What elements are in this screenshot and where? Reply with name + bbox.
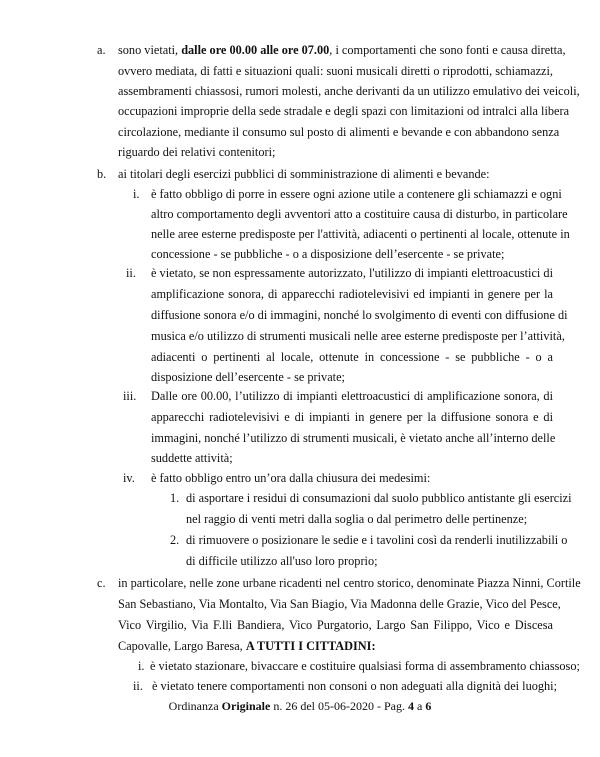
item-b-i-marker: i. <box>133 187 140 201</box>
item-a-line: assembramenti chiassosi, rumori molesti, anche derivanti da un utilizzo emulativo dei veicoli, <box>118 84 580 98</box>
page-footer: Ordinanza Originale n. 26 del 05-06-2020 - Pag. 4 a 6 <box>168 699 432 713</box>
item-b-ii-marker: ii. <box>126 266 136 280</box>
item-b-iii-line: Dalle ore 00.00, l’utilizzo di impianti elettroacustici di amplificazione sonora, di <box>151 389 553 403</box>
item-c-line: San Sebastiano, Via Montalto, Via San Biagio, Via Madonna delle Grazie, Vico del Pesce, <box>118 597 561 611</box>
item-b-iii-line: apparecchi radiotelevisivi e di impianti in genere per la diffusione sonora e di <box>151 410 553 424</box>
item-b-i-line: è fatto obbligo di porre in essere ogni azione utile a contenere gli schiamazzi e ogni <box>151 187 562 201</box>
item-b-ii-line: è vietato, se non espressamente autorizzato, l'utilizzo di impianti elettroacustici di <box>151 266 553 280</box>
item-a-line: ovvero mediata, di fatti e situazioni quali: suoni musicali diretti o riprodotti, schiamazzi, <box>118 64 553 78</box>
item-b-iv-2-marker: 2. <box>170 533 180 547</box>
item-a-line: sono vietati, dalle ore 00.00 alle ore 07.00, i comportamenti che sono fonti e causa diretta, <box>118 43 566 57</box>
item-b-ii-line: disposizione dell’esercente - se private; <box>151 370 345 384</box>
item-c-i-marker: i. <box>138 659 145 673</box>
item-b-iv-2-line: di difficile utilizzo all'uso loro proprio; <box>186 554 378 568</box>
item-b-iii-line: suddette attività; <box>151 451 233 465</box>
item-c-ii-text: è vietato tenere comportamenti non consoni o non adeguati alla dignità dei luoghi; <box>152 679 557 693</box>
item-c-marker: c. <box>97 576 106 590</box>
item-b-iv-1-marker: 1. <box>170 491 180 505</box>
item-c-line: Vico Virgilio, Via F.lli Bandiera, Vico Purgatorio, Largo San Filippo, Vico e Discesa <box>118 618 553 632</box>
item-c-ii-marker: ii. <box>133 679 143 693</box>
item-b-intro: ai titolari degli esercizi pubblici di somministrazione di alimenti e bevande: <box>118 167 490 181</box>
item-b-marker: b. <box>97 167 107 181</box>
item-a-line: occupazioni improprie della sede stradale e degli spazi con limitazioni od intralci alla libera <box>118 104 570 118</box>
item-b-i-line: concessione - se pubbliche - o a disposizione dell’esercente - se private; <box>151 247 505 261</box>
item-b-iv-marker: iv. <box>123 471 135 485</box>
item-c-i-text: è vietato stazionare, bivaccare e costituire qualsiasi forma di assembramento chiassoso; <box>150 659 580 673</box>
item-b-ii-line: diffusione sonora e/o di immagini, nonché lo svolgimento di eventi con diffusione di <box>151 308 568 322</box>
item-b-iii-line: immagini, nonché l’utilizzo di strumenti musicali, è vietato anche all’interno delle <box>151 431 556 445</box>
item-b-ii-line: musica e/o utilizzo di strumenti musicali nelle aree esterne predisposte per l’attività, <box>151 329 565 343</box>
item-b-ii-line: adiacenti o pertinenti al locale, ottenute in concessione - se pubbliche - o a <box>151 350 553 364</box>
item-a-marker: a. <box>97 43 106 57</box>
item-b-iv-intro: è fatto obbligo entro un’ora dalla chiusura dei medesimi: <box>151 471 431 485</box>
item-b-iv-1-line: di asportare i residui di consumazioni dal suolo pubblico antistante gli esercizi <box>186 491 572 505</box>
item-b-iv-1-line: nel raggio di venti metri dalla soglia o dal perimetro delle pertinenze; <box>186 512 528 526</box>
item-a-line: riguardo dei relativi contenitori; <box>118 145 276 159</box>
item-b-iv-2-line: di rimuovere o posizionare le sedie e i tavolini così da renderli inutilizzabili o <box>186 533 568 547</box>
item-b-i-line: nelle aree esterne predisposte per l'attività, adiacenti o pertinenti al locale, ottenute in <box>151 227 570 241</box>
item-b-ii-line: amplificazione sonora, di apparecchi radiotelevisivi ed impianti in genere per la <box>151 287 553 301</box>
item-b-i-line: altro comportamento degli avventori atto a costituire causa di disturbo, in particolare <box>151 207 568 221</box>
item-b-iii-marker: iii. <box>123 389 137 403</box>
item-c-line: Capovalle, Largo Baresa, A TUTTI I CITTADINI: <box>118 639 376 653</box>
item-a-line: circolazione, mediante il consumo sul posto di alimenti e bevande e con abbandono senza <box>118 125 560 139</box>
item-c-line: in particolare, nelle zone urbane ricadenti nel centro storico, denominate Piazza Ninni, Cortile <box>118 576 581 590</box>
